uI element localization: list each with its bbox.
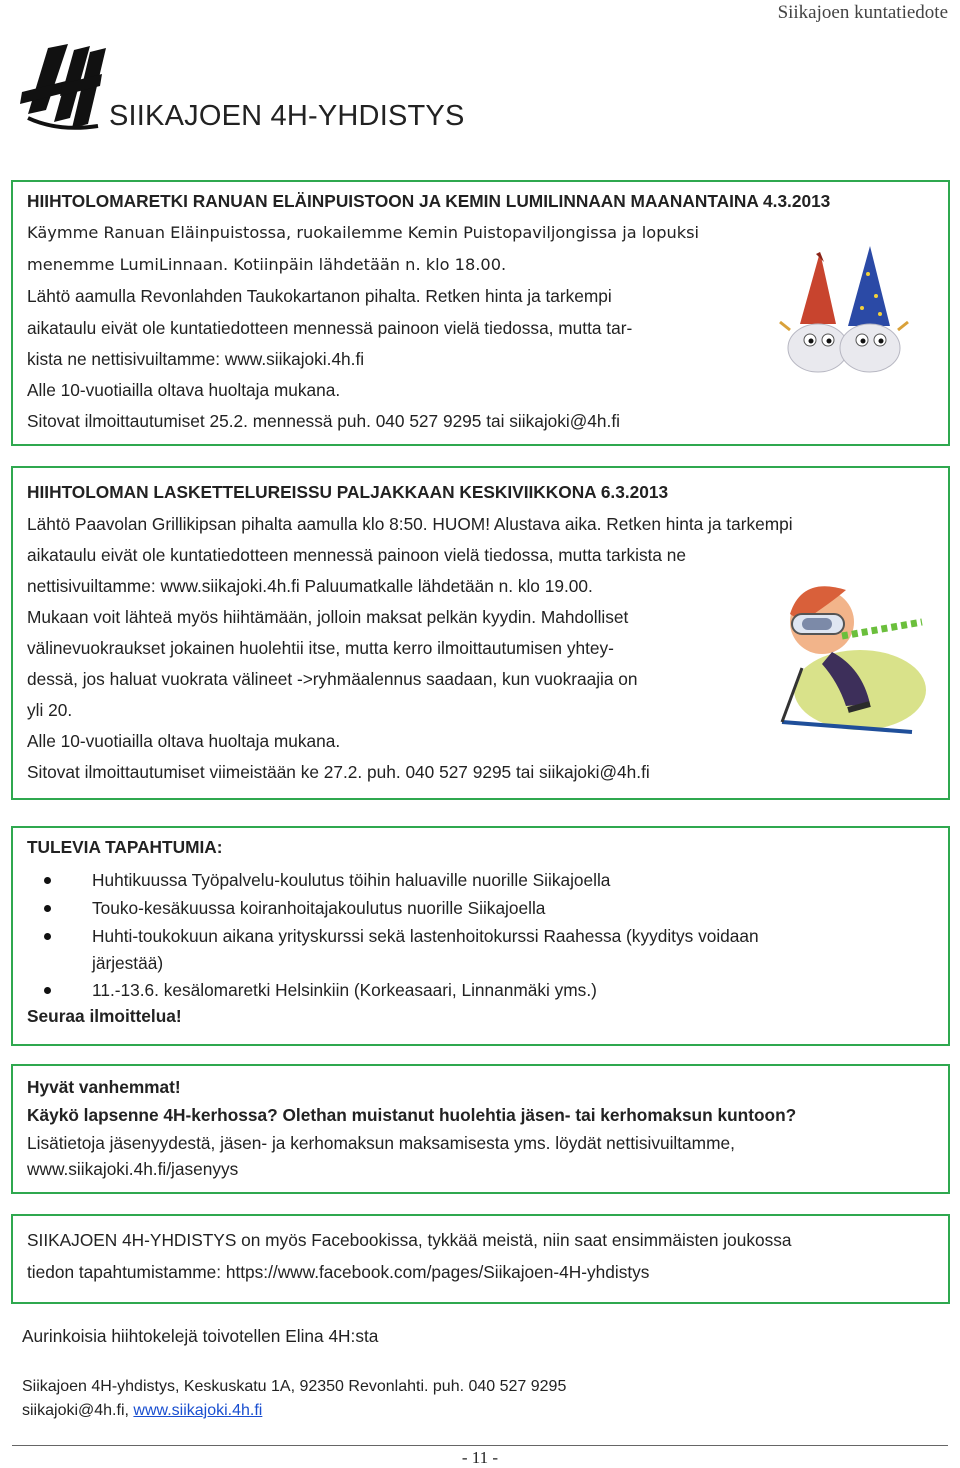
event-text-line: yli 20. xyxy=(27,700,73,720)
skier-illustration xyxy=(762,572,942,740)
upcoming-item: Touko-kesäkuussa koiranhoitajakoulutus nuorille Siikajoella xyxy=(92,898,546,918)
event-text-line: Lähtö aamulla Revonlahden Taukokartanon pihalta. Retken hinta ja tarkempi xyxy=(27,286,612,306)
bullet-icon xyxy=(44,987,51,994)
event-text-line: välinevuokraukset jokainen huolehtii itse, mutta kerro ilmoittautumisen yhtey- xyxy=(27,638,614,658)
membership-question: Käykö lapsenne 4H-kerhossa? Olethan muistanut huolehtia jäsen- tai kerhomaksun kuntoon? xyxy=(27,1105,797,1125)
organization-title: SIIKAJOEN 4H-YHDISTYS xyxy=(109,100,465,132)
4h-logo-icon xyxy=(18,40,110,135)
parents-text-line: www.siikajoki.4h.fi/jasenyys xyxy=(27,1159,239,1179)
event-heading: HIIHTOLOMAN LASKETTELUREISSU PALJAKKAAN KESKIVIIKKONA 6.3.2013 xyxy=(27,482,669,502)
event-text-line: Sitovat ilmoittautumiset 25.2. mennessä puh. 040 527 9295 tai siikajoki@4h.fi xyxy=(27,411,620,431)
event-text-line: menemme LumiLinnaan. Kotiinpäin lähdetään n. klo 18.00. xyxy=(27,255,507,274)
upcoming-item: Huhtikuussa Työpalvelu-koulutus töihin haluaville nuorille Siikajoella xyxy=(92,870,611,890)
bullet-icon xyxy=(44,933,51,940)
closing-greeting: Aurinkoisia hiihtokelejä toivotellen Elina 4H:sta xyxy=(22,1326,379,1346)
parents-info-box xyxy=(11,1064,950,1194)
page-number: - 11 - xyxy=(461,1448,499,1467)
upcoming-events-box xyxy=(11,826,950,1046)
facebook-box xyxy=(11,1214,950,1304)
upcoming-item-continuation: järjestää) xyxy=(92,953,164,973)
parents-text-line: Lisätietoja jäsenyydestä, jäsen- ja kerhomaksun maksamisesta yms. löydät nettisivuiltamme, xyxy=(27,1133,735,1153)
event-text-line: kista ne nettisivuiltamme: www.siikajoki.4h.fi xyxy=(27,349,365,369)
facebook-text-line: SIIKAJOEN 4H-YHDISTYS on myös Facebookissa, tykkää meistä, niin saat ensimmäisten joukossa xyxy=(27,1230,792,1250)
upcoming-item: Huhti-toukokuun aikana yrityskurssi sekä lastenhoitokurssi Raahessa (kyyditys voidaan xyxy=(92,926,759,946)
facebook-text-line: tiedon tapahtumistamme: https://www.facebook.com/pages/Siikajoen-4H-yhdistys xyxy=(27,1262,650,1282)
parents-greeting: Hyvät vanhemmat! xyxy=(27,1077,181,1097)
event-text-line: Mukaan voit lähteä myös hiihtämään, jolloin maksat pelkän kyydin. Mahdolliset xyxy=(27,607,629,627)
footer-contact xyxy=(22,1402,262,1420)
event-text-line: Lähtö Paavolan Grillikipsan pihalta aamulla klo 8:50. HUOM! Alustava aika. Retken hinta ja tarkempi xyxy=(27,514,793,534)
footer-website-link[interactable]: www.siikajoki.4h.fi xyxy=(133,1402,263,1419)
event-text-line: aikataulu eivät ole kuntatiedotteen mennessä painoon vielä tiedossa, mutta tar- xyxy=(27,318,633,338)
footer-email[interactable]: siikajoki@4h.fi, xyxy=(22,1402,129,1419)
bullet-icon xyxy=(44,905,51,912)
event-text-line: Sitovat ilmoittautumiset viimeistään ke 27.2. puh. 040 527 9295 tai siikajoki@4h.fi xyxy=(27,762,650,782)
event-text-line: aikataulu eivät ole kuntatiedotteen mennessä painoon vielä tiedossa, mutta tarkista ne xyxy=(27,545,687,565)
bullet-icon xyxy=(44,877,51,884)
gnome-illustration xyxy=(772,244,912,380)
footer-divider xyxy=(12,1445,948,1446)
event-text-line: Käymme Ranuan Eläinpuistossa, ruokailemme Kemin Puistopaviljongissa ja lopuksi xyxy=(27,223,700,242)
event-text-line: dessä, jos haluat vuokrata välineet ->ryhmäalennus saadaan, kun vuokraajia on xyxy=(27,669,638,689)
event-text-line: Alle 10-vuotiailla oltava huoltaja mukana. xyxy=(27,731,341,751)
event-text-line: Alle 10-vuotiailla oltava huoltaja mukana. xyxy=(27,380,341,400)
follow-notice: Seuraa ilmoittelua! xyxy=(27,1006,182,1026)
event-text-line: nettisivuiltamme: www.siikajoki.4h.fi Paluumatkalle lähdetään n. klo 19.00. xyxy=(27,576,593,596)
event-heading: HIIHTOLOMARETKI RANUAN ELÄINPUISTOON JA KEMIN LUMILINNAAN MAANANTAINA 4.3.2013 xyxy=(27,191,831,211)
footer-address: Siikajoen 4H-yhdistys, Keskuskatu 1A, 92350 Revonlahti. puh. 040 527 9295 xyxy=(22,1378,567,1395)
upcoming-item: 11.-13.6. kesälomaretki Helsinkiin (Korkeasaari, Linnanmäki yms.) xyxy=(92,980,597,1000)
upcoming-heading: TULEVIA TAPAHTUMIA: xyxy=(27,837,223,857)
running-header: Siikajoen kuntatiedote xyxy=(777,2,948,23)
